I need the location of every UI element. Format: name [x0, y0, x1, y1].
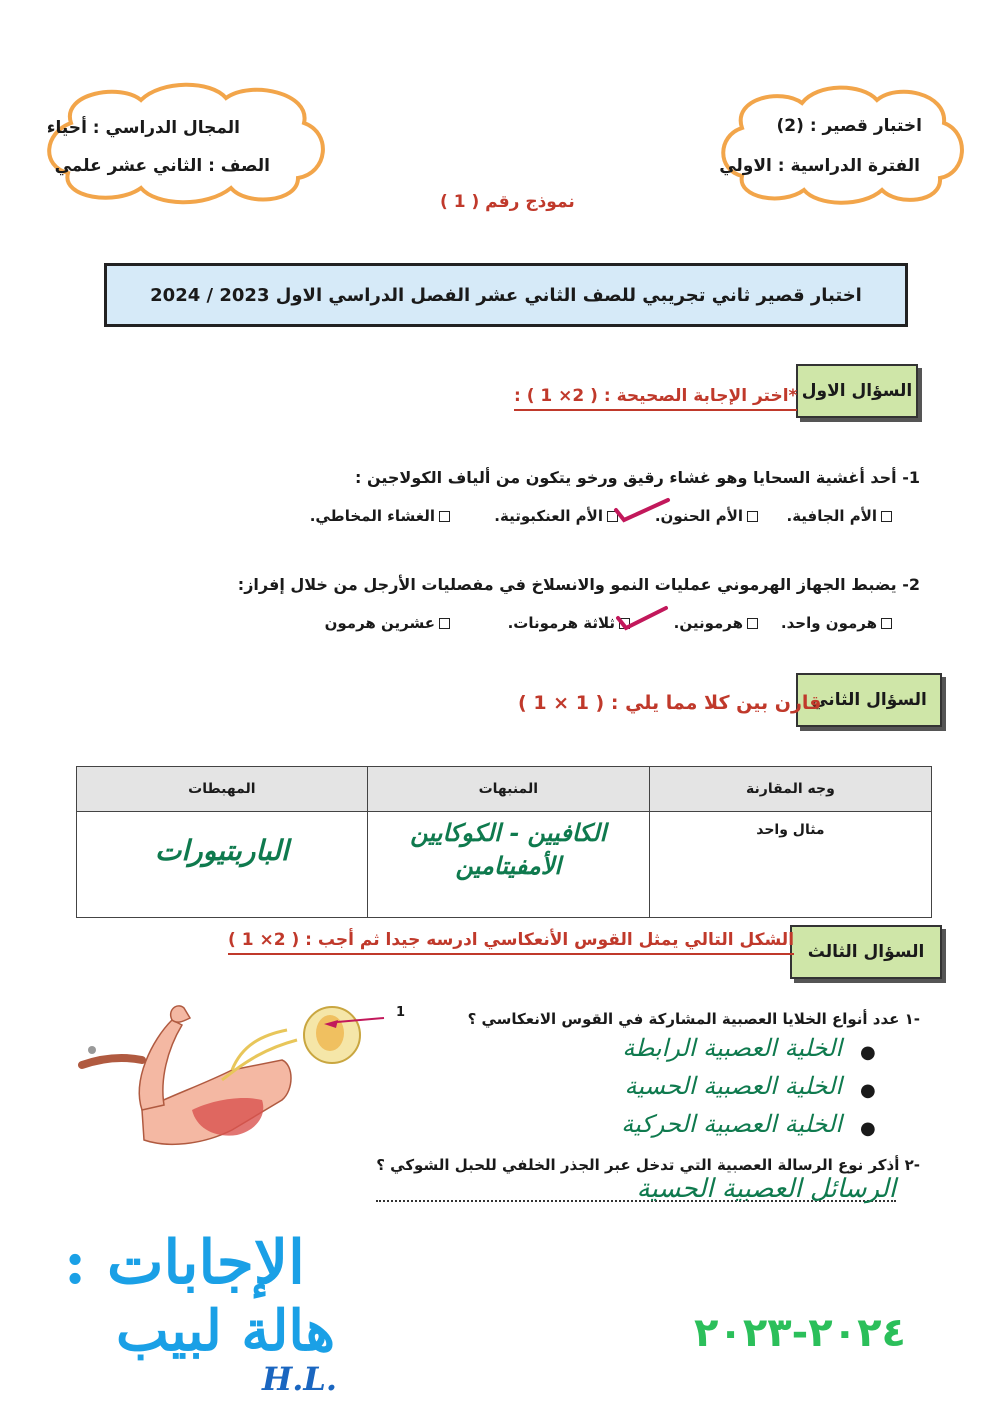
checkbox-icon[interactable] — [747, 511, 758, 522]
stimulants-answer-cell — [367, 812, 649, 918]
q2-label: السؤال الثاني — [796, 673, 942, 727]
q1-item2-option-4[interactable]: عشرين هرمون — [325, 614, 450, 632]
cloud-shape-right — [712, 78, 970, 210]
checkbox-icon[interactable] — [747, 618, 758, 629]
grade-field: الصف : الثاني عشر علمي — [54, 156, 270, 176]
q3-answer1-line1: الخلية العصبية الرابطة — [622, 1034, 842, 1062]
q3-item1-text: -١ عدد أنواع الخلايا العصبية المشاركة في القوس الانعكاسي ؟ — [467, 1010, 920, 1028]
q1-item1-option-1[interactable]: الأم الجافية. — [787, 507, 892, 525]
quiz-number: اختبار قصير : (2) — [776, 116, 922, 136]
q1-item1-option-4[interactable]: الغشاء المخاطي. — [310, 507, 450, 525]
q3-label: السؤال الثالث — [790, 925, 942, 979]
header-cloud-right — [712, 78, 970, 210]
exam-title-banner: اختبار قصير ثاني تجريبي للصف الثاني عشر الفصل الدراسي الاول 2023 / 2024 — [104, 263, 908, 327]
checkbox-icon[interactable] — [439, 618, 450, 629]
table-header-aspect: وجه المقارنة — [649, 767, 931, 812]
q3-answer1-line3: الخلية العصبية الحركية — [621, 1110, 842, 1138]
reflex-arc-figure — [72, 1000, 412, 1150]
figure-label-1: 1 — [396, 1005, 406, 1020]
model-number: نموذج رقم ( 1 ) — [440, 192, 575, 212]
q1-item1-option-3[interactable]: الأم العنكبوتية. — [494, 507, 618, 525]
checkbox-icon[interactable] — [439, 511, 450, 522]
stimulants-answer-line2: الأمفيتامين — [455, 851, 562, 880]
q3-title: الشكل التالي يمثل القوس الأنعكاسي ادرسه جيدا ثم أجب : ( 2× 1 ) — [228, 930, 794, 955]
q3-answer1-line2: الخلية العصبية الحسية — [624, 1072, 842, 1100]
comparison-table — [76, 766, 932, 918]
q3-answer2: الرسائل العصبية الحسية — [636, 1174, 896, 1204]
q1-title: *اختر الإجابة الصحيحة : ( 2× 1 ) : — [514, 386, 797, 411]
q2-title: قارن بين كلا مما يلي : ( 1 × 1 ) — [518, 692, 822, 714]
subject-field: المجال الدراسي : أحياء — [46, 118, 240, 138]
bullet-icon: ● — [860, 1080, 876, 1101]
checkbox-icon[interactable] — [881, 618, 892, 629]
checkmark-icon — [614, 604, 670, 632]
checkbox-icon[interactable] — [881, 511, 892, 522]
q1-item2-option-3[interactable]: ثلاثة هرمونات. — [508, 614, 630, 632]
bullet-icon: ● — [860, 1042, 876, 1063]
q1-item1-option-2[interactable]: الأم الحنون. — [655, 507, 758, 525]
stimulants-answer-line1: الكافيين - الكوكايين — [410, 818, 607, 847]
q1-item1-text: 1- أحد أغشية السحايا وهو غشاء رقيق ورخو يتكون من ألياف الكولاجين : — [354, 468, 920, 487]
q1-item2-option-1[interactable]: هرمون واحد. — [781, 614, 892, 632]
q3-item2-text: -٢ أذكر نوع الرسالة العصبية التي تدخل عبر الجذر الخلفي للحبل الشوكي ؟ — [376, 1156, 920, 1174]
depressants-answer: الباربتيورات — [155, 834, 289, 867]
teacher-initials: H.L. — [262, 1360, 338, 1398]
q1-item2-option-2[interactable]: هرمونين. — [674, 614, 758, 632]
bullet-icon: ● — [860, 1118, 876, 1139]
table-header-depressants: المهبطات — [77, 767, 368, 812]
study-period: الفترة الدراسية : الاولي — [719, 156, 920, 176]
school-year: ٢٠٢٤-٢٠٢٣ — [694, 1310, 906, 1356]
table-row-label: مثال واحد — [649, 812, 931, 918]
teacher-name: هالة لبيب — [116, 1298, 336, 1364]
header-cloud-left — [36, 78, 332, 208]
table-header-stimulants: المنبهات — [367, 767, 649, 812]
answers-label: الإجابات : — [64, 1228, 305, 1298]
q1-item2-text: 2- يضبط الجهاز الهرموني عمليات النمو والانسلاخ في مفصليات الأرجل من خلال إفراز: — [237, 575, 920, 594]
table-row — [77, 812, 932, 918]
cloud-shape-left — [36, 78, 332, 208]
depressants-answer-cell — [77, 812, 368, 918]
q1-label: السؤال الاول — [796, 364, 918, 418]
checkmark-icon — [612, 496, 672, 524]
